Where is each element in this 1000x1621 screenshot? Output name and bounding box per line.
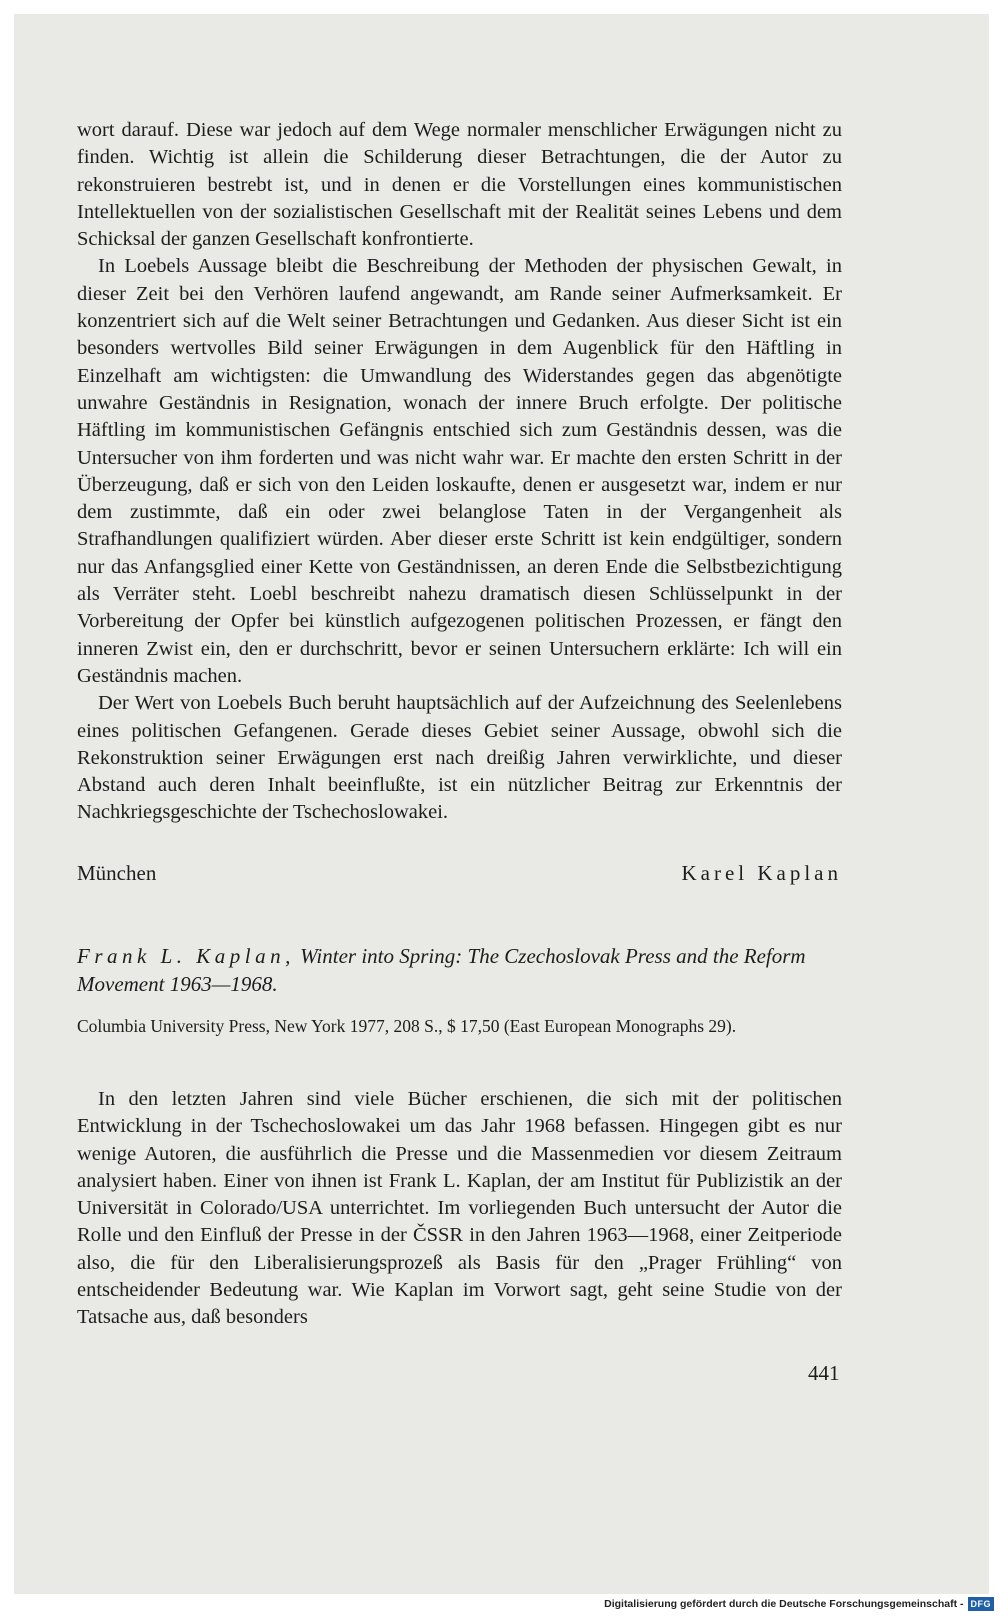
review-heading (77, 942, 842, 998)
page-number: 441 (808, 1361, 840, 1385)
review-author: Frank L. Kaplan, (77, 944, 295, 968)
body-text-section-1 (77, 117, 842, 827)
body-text-section-2 (77, 1086, 842, 1332)
review-publication-info: Columbia University Press, New York 1977, 208 S., $ 17,50 (East European Monographs 29). (77, 1016, 737, 1036)
signature-author: Karel Kaplan (681, 861, 842, 885)
paragraph: wort darauf. Diese war jedoch auf dem Wege normaler menschlicher Erwägungen nicht zu finden. Wichtig ist allein die Schilderung dieser Betrachtungen, die der Autor zu rekonstruieren bestrebt ist, und in denen er die Vorstellungen eines kommunistischen Intellektuellen von der sozialistischen Gesellschaft mit der Realität seines Lebens und dem Schicksal der ganzen Gesellschaft konfrontierte. (77, 119, 842, 251)
paragraph: In Loebels Aussage bleibt die Beschreibung der Methoden der physischen Gewalt, in dieser Zeit bei den Verhören laufend angewandt, am Rande seiner Aufmerksamkeit. Er konzentriert sich auf die Welt seiner Betrachtungen und Gedanken. Aus dieser Sicht ist ein besonders wertvolles Bild seiner Erwägungen in dem Augenblick für den Häftling in Einzelhaft am wichtigsten: die Umwandlung des Widerstandes gegen das abgenötigte unwahre Geständnis in Resignation, wonach der innere Bruch erfolgte. Der politische Häftling im kommunistischen Gefängnis entschied sich zum Geständnis dessen, was die Untersucher von ihm forderten und was nicht wahr war. Er machte den ersten Schritt in der Überzeugung, daß er sich von den Leiden loskaufte, denen er ausgesetzt war, indem er nur dem zustimmte, daß ein oder zwei belanglose Taten in der Vergangenheit als Strafhandlungen qualifiziert würden. Aber dieser erste Schritt ist kein endgültiger, sondern nur das Anfangsglied einer Kette von Geständnissen, an deren Ende die Selbstbezichtigung als Verräter steht. Loebl beschreibt nahezu dramatisch diesen Schlüsselpunkt in der Vorbereitung der Opfer bei künstlich aufgezogenen politischen Prozessen, er fängt den inneren Zwist ein, den er durchschritt, bevor er seinen Untersuchern erklärte: Ich will ein Geständnis machen. (77, 255, 842, 687)
dfg-logo: DFG (968, 1597, 995, 1611)
review-book-title: Winter into Spring: The Czechoslovak Press and the Reform Movement 1963—1968. (77, 944, 806, 996)
digitization-footer (604, 1597, 994, 1611)
review-signature (77, 861, 842, 886)
signature-place: München (77, 861, 157, 885)
paragraph: Der Wert von Loebels Buch beruht hauptsächlich auf der Aufzeichnung des Seelenlebens eines politischen Gefangenen. Gerade dieses Gebiet seiner Aussage, obwohl sich die Rekonstruktion seiner Erwägungen erst nach dreißig Jahren verwirklichte, und dieser Abstand auch deren Inhalt beeinflußte, ist ein nützlicher Beitrag zur Erkenntnis der Nachkriegsgeschichte der Tschechoslowakei. (77, 692, 842, 824)
paragraph: In den letzten Jahren sind viele Bücher erschienen, die sich mit der politischen Entwicklung in der Tschechoslowakei um das Jahr 1968 befassen. Hingegen gibt es nur wenige Autoren, die ausführlich die Presse und die Massenmedien vor diesem Zeitraum analysiert haben. Einer von ihnen ist Frank L. Kaplan, der am Institut für Publizistik an der Universität in Colorado/USA unterrichtet. Im vorliegenden Buch untersucht der Autor die Rolle und den Einfluß der Presse in der ČSSR in den Jahren 1963—1968, einer Zeitperiode also, die für den Liberalisierungsprozeß als Basis für den „Prager Frühling“ von entscheidender Bedeutung war. Wie Kaplan im Vorwort sagt, geht seine Studie von der Tatsache aus, daß besonders (77, 1088, 842, 1329)
footer-text: Digitalisierung gefördert durch die Deutsche Forschungsgemeinschaft - (604, 1598, 964, 1610)
